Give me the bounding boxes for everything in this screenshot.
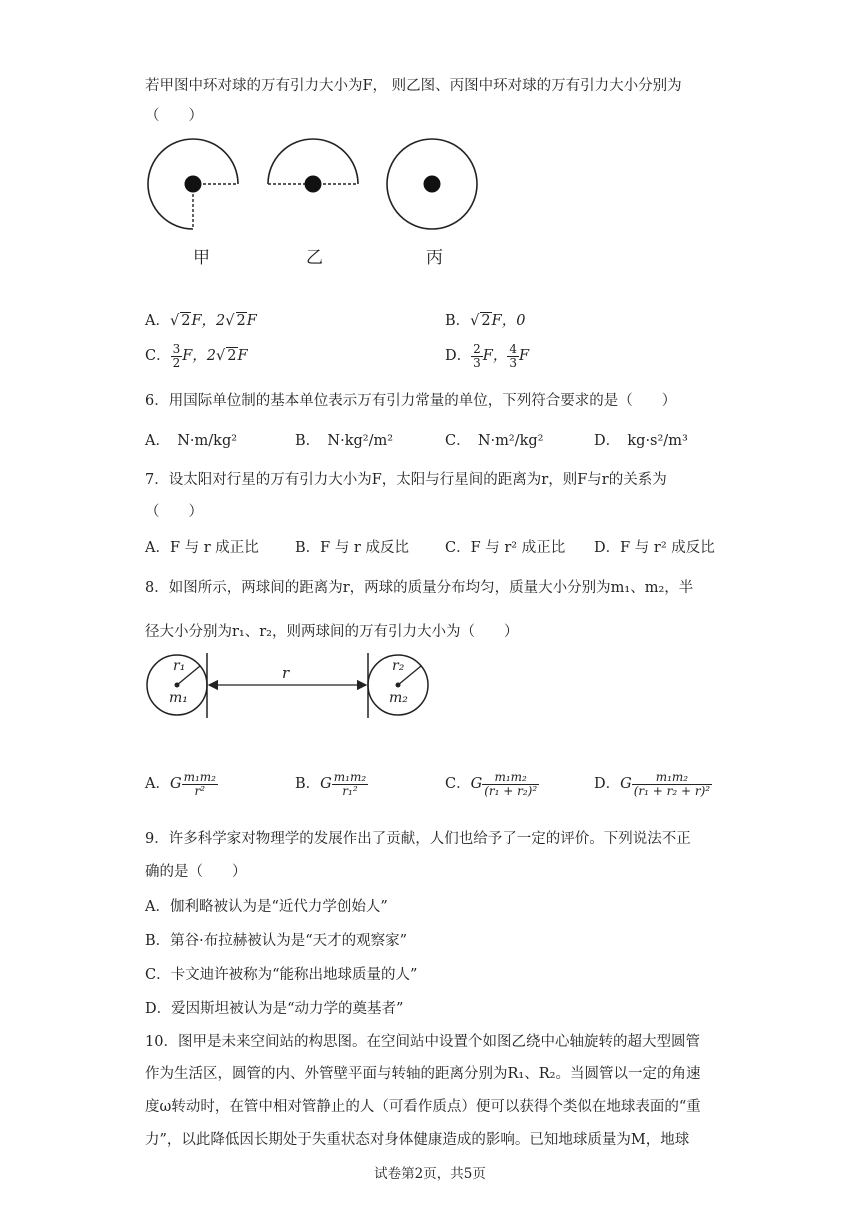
figure-label-jia: 甲 <box>193 248 210 268</box>
q8-stem-line1: 8．如图所示，两球间的距离为r，两球的质量分布均匀，质量大小分别为m₁、m₂，半 <box>145 580 694 596</box>
q9-option-b[interactable]: B．第谷·布拉赫被认为是“天才的观察家” <box>145 933 408 949</box>
q8-label-r1: r₁ <box>173 658 186 674</box>
q8-stem-line2: 径大小分别为r₁、r₂，则两球间的万有引力大小为（ ） <box>145 624 519 640</box>
q8-label-m2: m₂ <box>389 690 408 706</box>
q5-stem-line2: （ ） <box>145 108 203 124</box>
q8-label-r2: r₂ <box>392 658 405 674</box>
q10-line3: 度ω转动时，在管中相对管静止的人（可看作质点）便可以获得个类似在地球表面的“重 <box>145 1099 701 1115</box>
q8-option-b[interactable]: B．G $\frac{\text{m₁m₂}}{\text{r₁²}}$ <box>295 770 367 798</box>
q5-stem-line1: 若甲图中环对球的万有引力大小为F， 则乙图、丙图中环对球的万有引力大小分别为 <box>145 78 682 94</box>
q8-option-c[interactable]: C．G $\frac{\text{m₁m₂}}{\text{(r₁ + r₂)²}}$ <box>445 770 538 798</box>
q9-option-c[interactable]: C．卡文迪许被称为“能称出地球质量的人” <box>145 967 418 983</box>
q10-line2: 作为生活区，圆管的内、外管壁平面与转轴的距离分别为R₁、R₂。当圆管以一定的角速 <box>145 1066 701 1082</box>
q6-option-b[interactable]: B． N·kg²/m² <box>295 433 394 449</box>
q7-stem-line2: （ ） <box>145 504 203 520</box>
q10-line4: 力”，以此降低因长期处于失重状态对身体健康造成的影响。已知地球质量为M，地球 <box>145 1132 690 1148</box>
q6-stem: 6．用国际单位制的基本单位表示万有引力常量的单位，下列符合要求的是（ ） <box>145 393 677 409</box>
ball-yi <box>305 176 322 193</box>
figure-label-yi: 乙 <box>306 248 323 268</box>
ball-bing <box>424 176 441 193</box>
q9-stem-line1: 9．许多科学家对物理学的发展作出了贡献，人们也给予了一定的评价。下列说法不正 <box>145 831 691 847</box>
q9-option-a[interactable]: A．伽利略被认为是“近代力学创始人” <box>145 899 388 915</box>
q5-option-d[interactable]: D． $\frac{2}{3}$ F， $\frac{4}{3}$ F <box>445 342 530 370</box>
q7-option-d[interactable]: D．F 与 r² 成反比 <box>594 540 715 556</box>
q5-option-c[interactable]: C． $\frac{3}{2}$ F，2√ 2F <box>145 342 248 370</box>
q5-option-a[interactable]: A．√ 2F，2√ 2F <box>145 313 257 329</box>
q6-option-c[interactable]: C． N·m²/kg² <box>445 433 544 449</box>
q7-option-b[interactable]: B．F 与 r 成反比 <box>295 540 409 556</box>
q9-stem-line2: 确的是（ ） <box>145 864 247 880</box>
q8-option-d[interactable]: D．G $\frac{\text{m₁m₂}}{\text{(r₁ + r₂ + r)²}}$ <box>594 770 711 798</box>
q8-label-r: r <box>282 664 290 682</box>
q7-option-a[interactable]: A．F 与 r 成正比 <box>145 540 259 556</box>
figure-label-bing: 丙 <box>426 248 443 268</box>
q6-option-a[interactable]: A． N·m/kg² <box>145 433 238 449</box>
q5-option-b[interactable]: B．√ 2F，0 <box>445 313 526 329</box>
page-footer: 试卷第2页，共5页 <box>374 1166 486 1182</box>
q7-stem-line1: 7．设太阳对行星的万有引力大小为F，太阳与行星间的距离为r，则F与r的关系为 <box>145 472 667 488</box>
q8-label-m1: m₁ <box>169 690 188 706</box>
q10-line1: 10．图甲是未来空间站的构思图。在空间站中设置个如图乙绕中心轴旋转的超大型圆管 <box>145 1034 700 1050</box>
q7-option-c[interactable]: C．F 与 r² 成正比 <box>445 540 566 556</box>
q6-option-d[interactable]: D． kg·s²/m³ <box>594 433 688 449</box>
q9-option-d[interactable]: D．爱因斯坦被认为是“动力学的奠基者” <box>145 1001 404 1017</box>
q8-option-a[interactable]: A．G $\frac{\text{m₁m₂}}{\text{r²}}$ <box>145 770 216 798</box>
ball-jia <box>185 176 202 193</box>
